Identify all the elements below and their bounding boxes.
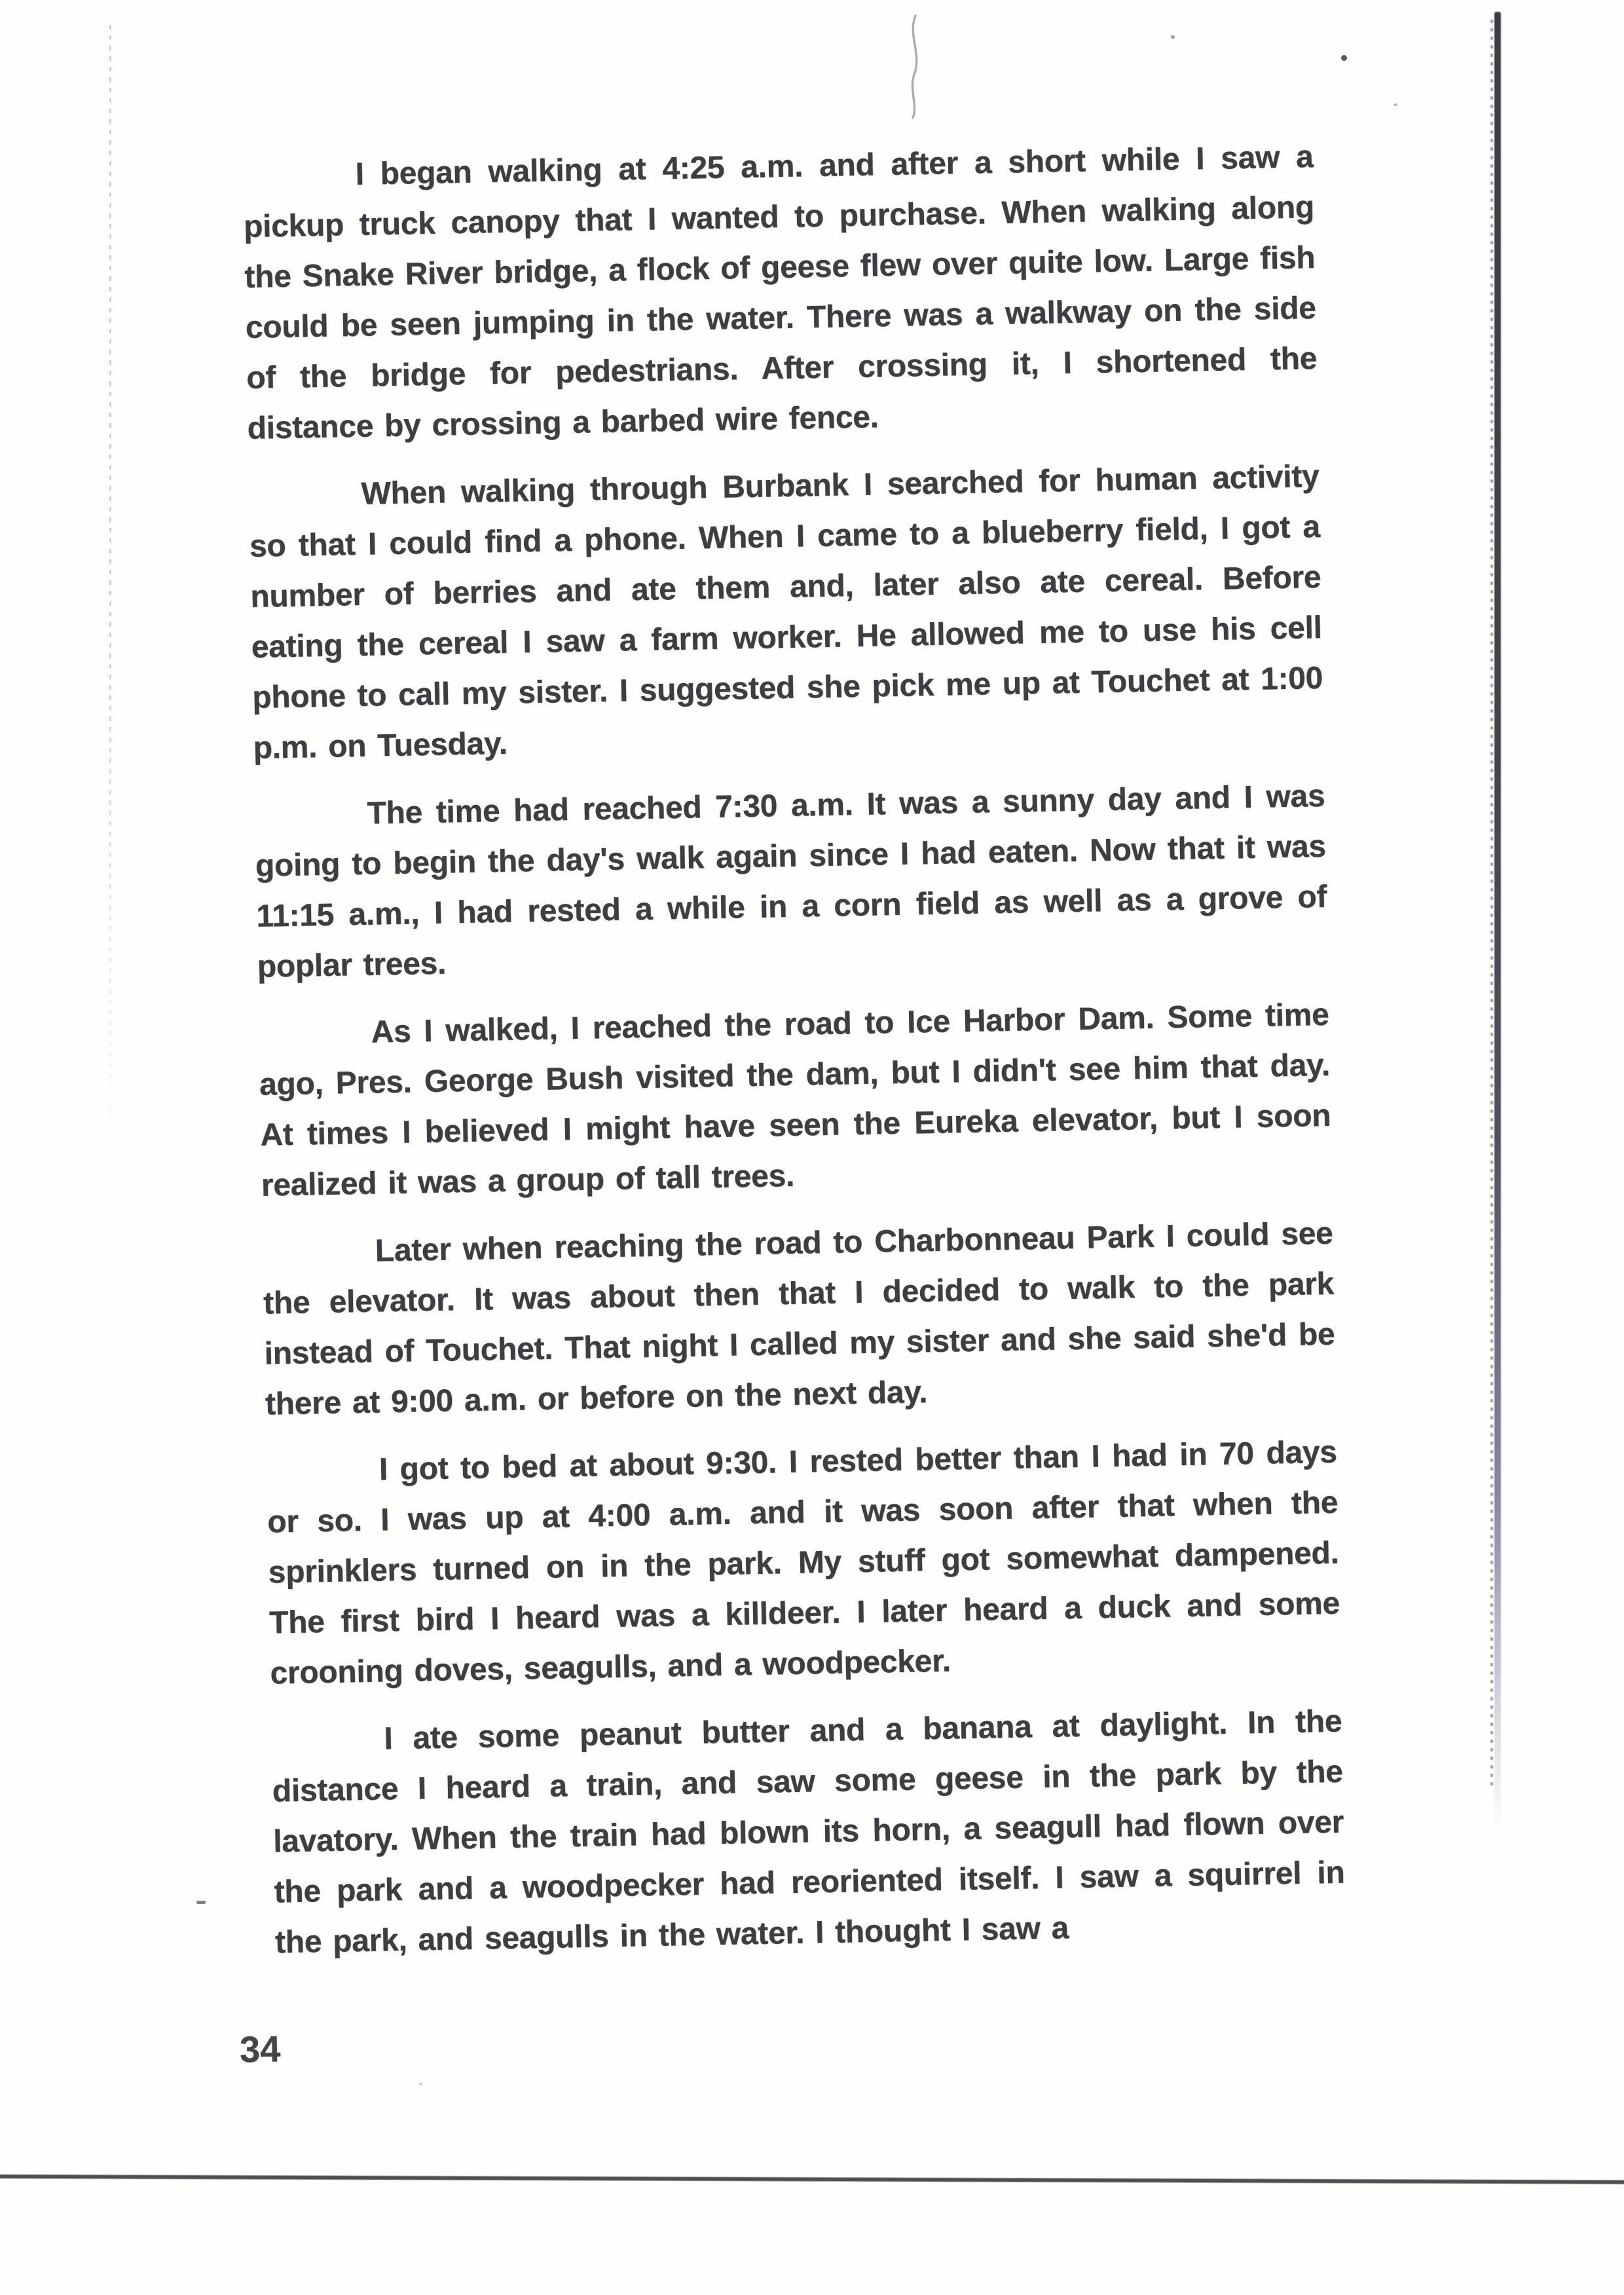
left-fold-scan-artifact <box>109 25 111 1178</box>
paragraph-4: As I walked, I reached the road to Ice Harbor Dam. Some time ago, Pres. George Bush visited the dam, but I didn't see him that day. At times I believed I might have seen the Eureka elevator, but I soon realized it was a group of tall trees. <box>259 997 1331 1203</box>
ink-speck <box>1341 55 1347 61</box>
paragraph-6: I got to bed at about 9:30. I rested better than I had in 70 days or so. I was up at 4:00 a.m. and it was soon after that when the sprinklers turned on in the park. My stuff got somewhat dampened. The first bird I heard was a killdeer. I later heard a duck and some crooning doves, seagulls, and a woodpecker. <box>267 1434 1340 1691</box>
ink-speck <box>1393 103 1397 106</box>
paragraph-5: Later when reaching the road to Charbonneau Park I could see the elevator. It was about then that I decided to walk to the park instead of Touchet. That night I called my sister and she said she'd be there at 9:00 a.m. or before on the next day. <box>263 1216 1335 1422</box>
paragraph-2: When walking through Burbank I searched for human activity so that I could find a phone. When I came to a blueberry field, I got a number of berries and ate them and, later also ate cereal. Before eating the cereal I saw a farm worker. He allowed me to use his cell phone to call my sister. I suggested she pick me up at Touchet at 1:00 p.m. on Tuesday. <box>249 458 1323 766</box>
paragraph-3: The time had reached 7:30 a.m. It was a sunny day and I was going to begin the day's walk again since I had eaten. Now that it was 11:15 a.m., I had rested a while in a corn field as well as a grove of poplar trees. <box>255 778 1327 984</box>
body-text <box>242 132 1346 1985</box>
page-number: 34 <box>239 2028 281 2070</box>
right-scan-edge-fringe <box>1490 20 1493 1788</box>
right-scan-edge-line <box>1494 12 1501 1831</box>
pencil-squiggle-mark <box>905 13 927 121</box>
paragraph-1: I began walking at 4:25 a.m. and after a short while I saw a pickup truck canopy that I wanted to purchase. When walking along the Snake River bridge, a flock of geese flew over quite low. Large fish could be seen jumping in the water. There was a walkway on the side of the bridge for pedestrians. After crossing it, I shortened the distance by crossing a barbed wire fence. <box>243 140 1318 446</box>
bottom-rule-line <box>0 2174 1624 2184</box>
ink-speck <box>419 2083 422 2085</box>
paragraph-7: I ate some peanut butter and a banana at daylight. In the distance I heard a train, and saw some geese in the park by the lavatory. When the train had blown its horn, a seagull had flown over the park and a woodpecker had reoriented itself. I saw a squirrel in the park, and seagulls in the water. I thought I saw a <box>272 1704 1345 1960</box>
ink-speck <box>196 1901 206 1904</box>
ink-speck <box>1171 35 1175 39</box>
